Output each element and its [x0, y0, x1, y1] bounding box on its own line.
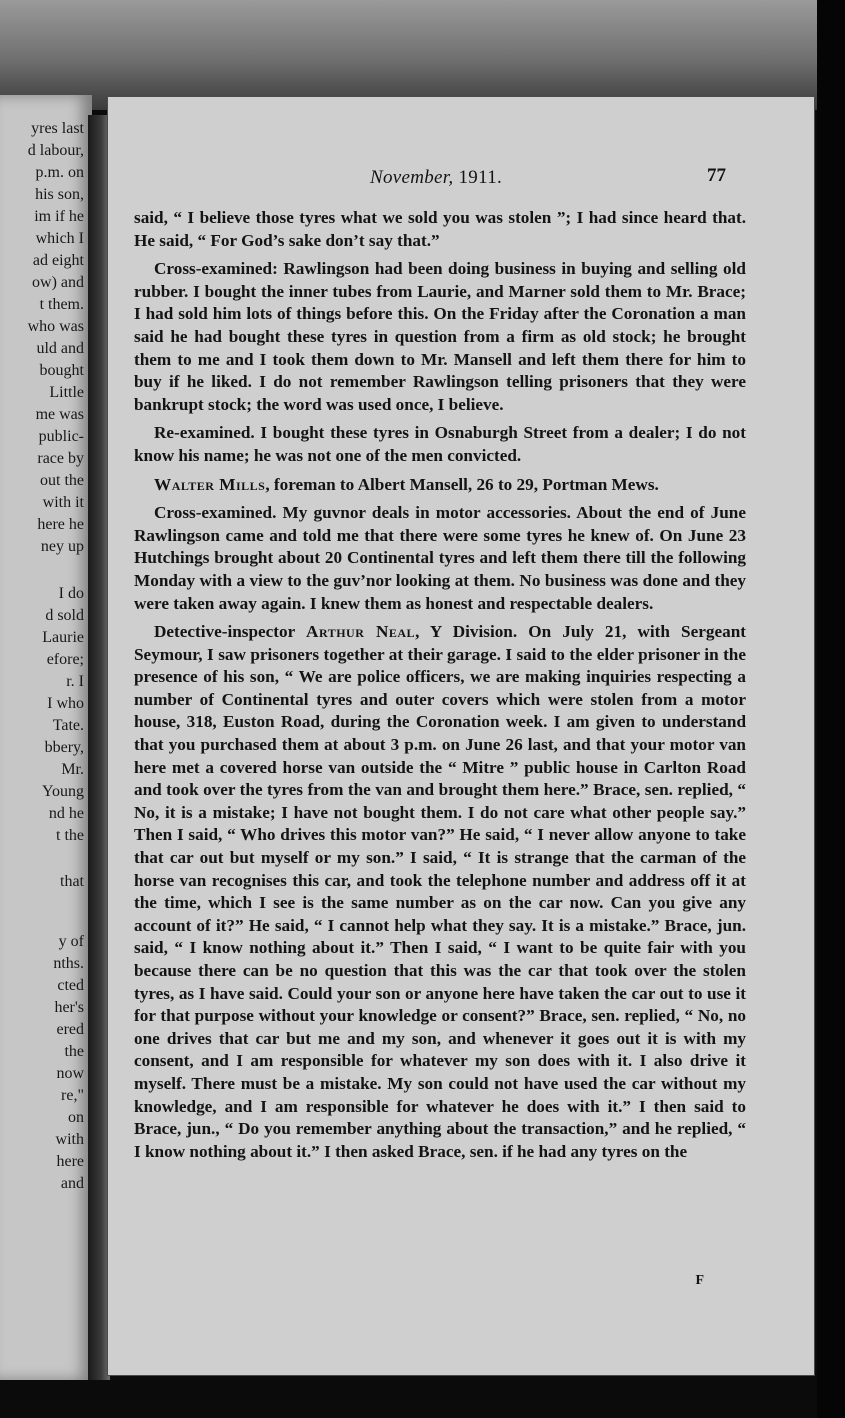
- paragraph-6: [134, 621, 746, 1163]
- facing-page-line: that: [60, 873, 84, 890]
- facing-page-line: which I: [35, 230, 84, 247]
- facing-page-line: Little: [49, 384, 84, 401]
- facing-page-line: re,": [61, 1087, 84, 1104]
- officer-rank: Detective-inspector: [154, 622, 307, 642]
- facing-page-line: public-: [38, 428, 84, 445]
- facing-page-line: ow) and: [32, 274, 84, 291]
- facing-page-line: I do: [58, 585, 84, 602]
- paragraph-2: Cross-examined: Rawlingson had been doing business in buying and selling old rubber. I bought the inner tubes from Laurie, and Marner sold them to Mr. Brace; I had sold him lots of things before this. On the Friday after the Coronation a man said he had bought these tyres in question from a firm as old stock; he brought them to me and I took them down to Mr. Mansell and left them there for him to buy if he liked. I do not remember Rawlingson telling prisoners that they were bankrupt stock; the word was used once, I believe.: [134, 259, 746, 414]
- officer-name: Arthur Neal: [306, 622, 416, 642]
- running-head-month: November,: [370, 167, 454, 188]
- facing-page-line: I who: [47, 695, 84, 712]
- facing-page-line: d sold: [45, 607, 84, 624]
- running-head: [370, 167, 502, 189]
- paragraph-4: [134, 474, 746, 497]
- facing-page-line: bbery,: [44, 739, 84, 756]
- facing-page-line: me was: [35, 406, 84, 423]
- facing-page-line: ney up: [40, 538, 84, 555]
- facing-page-line: her's: [54, 999, 84, 1016]
- facing-page-line: r. I: [66, 673, 84, 690]
- facing-page-line: ad eight: [32, 252, 84, 269]
- facing-page-line: his son,: [35, 186, 84, 203]
- facing-page-line: yres last: [31, 120, 84, 137]
- facing-page-line: the: [64, 1043, 84, 1060]
- paragraph-5: Cross-examined. My guvnor deals in motor accessories. About the end of June Rawlingson came and told me that there were some tyres he knew of. On June 23 Hutchings brought about 20 Continental tyres and left them there till the following Monday with a view to the guv’nor looking at them. No business was done and they were taken away again. I knew them as honest and respectable dealers.: [134, 503, 746, 613]
- facing-page-line: t the: [56, 827, 84, 844]
- facing-page-line: who was: [27, 318, 84, 335]
- book-gutter: [88, 115, 110, 1380]
- paragraph-3: Re-examined. I bought these tyres in Osnaburgh Street from a dealer; I do not know his name; he was not one of the men convicted.: [134, 423, 746, 465]
- page-body: [134, 207, 746, 1169]
- facing-page-line: here he: [37, 516, 84, 533]
- scan-background-top: [0, 0, 845, 110]
- witness-description: , foreman to Albert Mansell, 26 to 29, Portman Mews.: [265, 474, 659, 494]
- facing-page-line: ered: [56, 1021, 84, 1038]
- facing-page-line: Tate.: [52, 717, 84, 734]
- facing-page-line: nths.: [53, 955, 84, 972]
- page-number: 77: [707, 165, 726, 186]
- facing-page-line: uld and: [36, 340, 84, 357]
- facing-page-line: cted: [57, 977, 84, 994]
- facing-page-line: efore;: [46, 651, 84, 668]
- facing-page-line: here: [56, 1153, 84, 1170]
- scan-background-right: [817, 0, 845, 1418]
- signature-mark: F: [695, 1273, 704, 1288]
- paragraph-1: said, “ I believe those tyres what we sold you was stolen ”; I had since heard that. He said, “ For God’s sake don’t say that.”: [134, 208, 746, 250]
- facing-page-line: t them.: [39, 296, 84, 313]
- facing-page-line: y of: [58, 933, 84, 950]
- facing-page-line: Young: [42, 783, 84, 800]
- facing-page-line: nd he: [48, 805, 84, 822]
- facing-page-line: with it: [42, 494, 84, 511]
- facing-page-line: bought: [39, 362, 84, 379]
- facing-page-line: out the: [40, 472, 84, 489]
- facing-page-line: on: [68, 1109, 84, 1126]
- facing-page-fragment: [0, 95, 92, 1380]
- facing-page-line: now: [56, 1065, 84, 1082]
- running-head-year: 1911.: [458, 167, 503, 188]
- facing-page-line: and: [60, 1175, 84, 1192]
- page-header: [108, 167, 814, 191]
- facing-page-line: with: [55, 1131, 84, 1148]
- book-page: [108, 97, 814, 1375]
- facing-page-line: im if he: [34, 208, 84, 225]
- officer-testimony: , Y Division. On July 21, with Sergeant Seymour, I saw prisoners together at their garage. I said to the elder prisoner in the presence of his son, “ We are police officers, we are making inquiries respecting a number of Continental tyres and outer covers which were stolen from a motor house, 318, Euston Road, during the Coronation week. I am given to understand that you purchased them at about 3 p.m. on June 26 last, and that your motor van here met a covered horse van outside the “ Mitre ” public house in Carlton Road and took over the tyres from the van and brought them here.” Brace, sen. replied, “ No, it is a mistake; I have not bought them. I do not care what other people say.” Then I said, “ Who drives this motor van?” He said, “ I never allow anyone to take that car out but myself or my son.” I said, “ It is strange that the carman of the horse van recognises this car, and took the telephone number and address off it at the time, which I see is the same number as on the car now. Can you give any account of it?” He said, “ I cannot help what they say. It is a mistake.” Brace, jun. said, “ I know nothing about it.” Then I said, “ I want to be quite fair with you because there can be no question that this was the car that took over the stolen tyres, as I have said. Could your son or anyone here have taken the car out to use it for that purpose without your knowledge or consent?” Brace, sen. replied, “ No, no one drives that car but me and my son, and whenever it goes out it is with my consent, and I am responsible for whatever my son does with it. I also drive it myself. There must be a mistake. My son could not have used the car without my knowledge, and I am responsible for whatever he does with it.” I then said to Brace, jun., “ Do you remember anything about the transaction,” and he replied, “ I know nothing about it.” I then asked Brace, sen. if he had any tyres on the: [134, 622, 746, 1161]
- facing-page-line: Laurie: [42, 629, 84, 646]
- witness-name: Walter Mills: [154, 474, 266, 494]
- facing-page-line: race by: [37, 450, 84, 467]
- facing-page-line: Mr.: [61, 761, 84, 778]
- facing-page-line: p.m. on: [35, 164, 84, 181]
- facing-page-line: d labour,: [27, 142, 84, 159]
